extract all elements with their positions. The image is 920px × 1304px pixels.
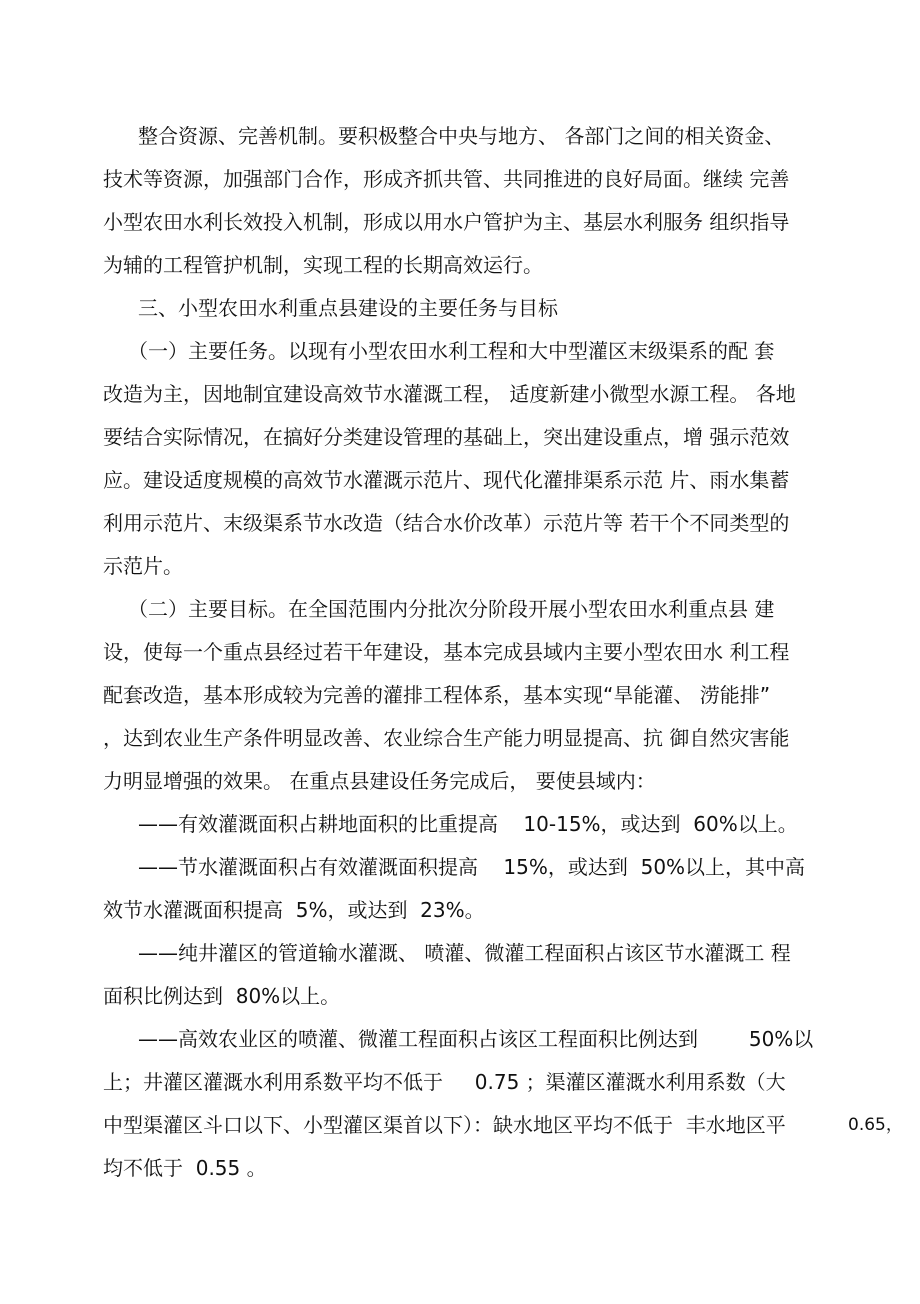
target-item: ——节水灌溉面积占有效灌溉面积提高 15%，或达到 50%以上，其中高 [138,855,806,879]
paragraph-line: 为辅的工程管护机制，实现工程的长期高效运行。 [103,253,543,277]
paragraph-line: 要结合实际情况，在搞好分类建设管理的基础上，突出建设重点，增 强示范效 [103,425,790,449]
paragraph-line: 应。建设适度规模的高效节水灌溉示范片、现代化灌排渠系示范 片、雨水集蓄 [103,468,790,492]
target-item: ——纯井灌区的管道输水灌溉、 喷灌、微灌工程面积占该区节水灌溉工 程 [138,941,791,965]
floating-value: 0.65， [848,1115,903,1135]
paragraph-line: （二）主要目标。在全国范围内分批次分阶段开展小型农田水利重点县 建 [128,597,775,621]
paragraph-line: 示范片。 [103,554,183,578]
paragraph-line: 小型农田水利长效投入机制，形成以用水户管护为主、基层水利服务 组织指导 [103,210,790,234]
target-item: ——高效农业区的喷灌、微灌工程面积占该区工程面积比例达到 50%以 [138,1027,814,1051]
paragraph-line: 整合资源、完善机制。要积极整合中央与地方、 各部门之间的相关资金、 [138,124,785,148]
paragraph-line: 技术等资源，加强部门合作，形成齐抓共管、共同推进的良好局面。继续 完善 [103,167,790,191]
paragraph-line: 均不低于 0.55 。 [103,1156,267,1180]
paragraph-line: 面积比例达到 80%以上。 [103,984,341,1008]
paragraph-line: 设，使每一个重点县经过若干年建设，基本完成县域内主要小型农田水 利工程 [103,640,790,664]
paragraph-line: 配套改造，基本形成较为完善的灌排工程体系，基本实现“旱能灌、 涝能排” [103,683,771,707]
paragraph-line: 中型渠灌区斗口以下、小型灌区渠首以下）：缺水地区平均不低于 丰水地区平 [103,1113,786,1137]
paragraph-line: 改造为主，因地制宜建设高效节水灌溉工程， 适度新建小微型水源工程。 各地 [103,382,796,406]
section-heading: 三、小型农田水利重点县建设的主要任务与目标 [138,296,558,320]
paragraph-line: （一）主要任务。以现有小型农田水利工程和大中型灌区末级渠系的配 套 [128,339,775,363]
paragraph-line: ，达到农业生产条件明显改善、农业综合生产能力明显提高、抗 御自然灾害能 [103,726,790,750]
target-item: ——有效灌溉面积占耕地面积的比重提高 10-15%，或达到 60%以上。 [138,812,798,836]
paragraph-line: 利用示范片、末级渠系节水改造（结合水价改革）示范片等 若干个不同类型的 [103,511,790,535]
paragraph-line: 效节水灌溉面积提高 5%，或达到 23%。 [103,898,485,922]
paragraph-line: 上；井灌区灌溉水利用系数平均不低于 0.75 ；渠灌区灌溉水利用系数（大 [103,1070,786,1094]
paragraph-line: 力明显增强的效果。 在重点县建设任务完成后， 要使县域内： [103,769,656,793]
